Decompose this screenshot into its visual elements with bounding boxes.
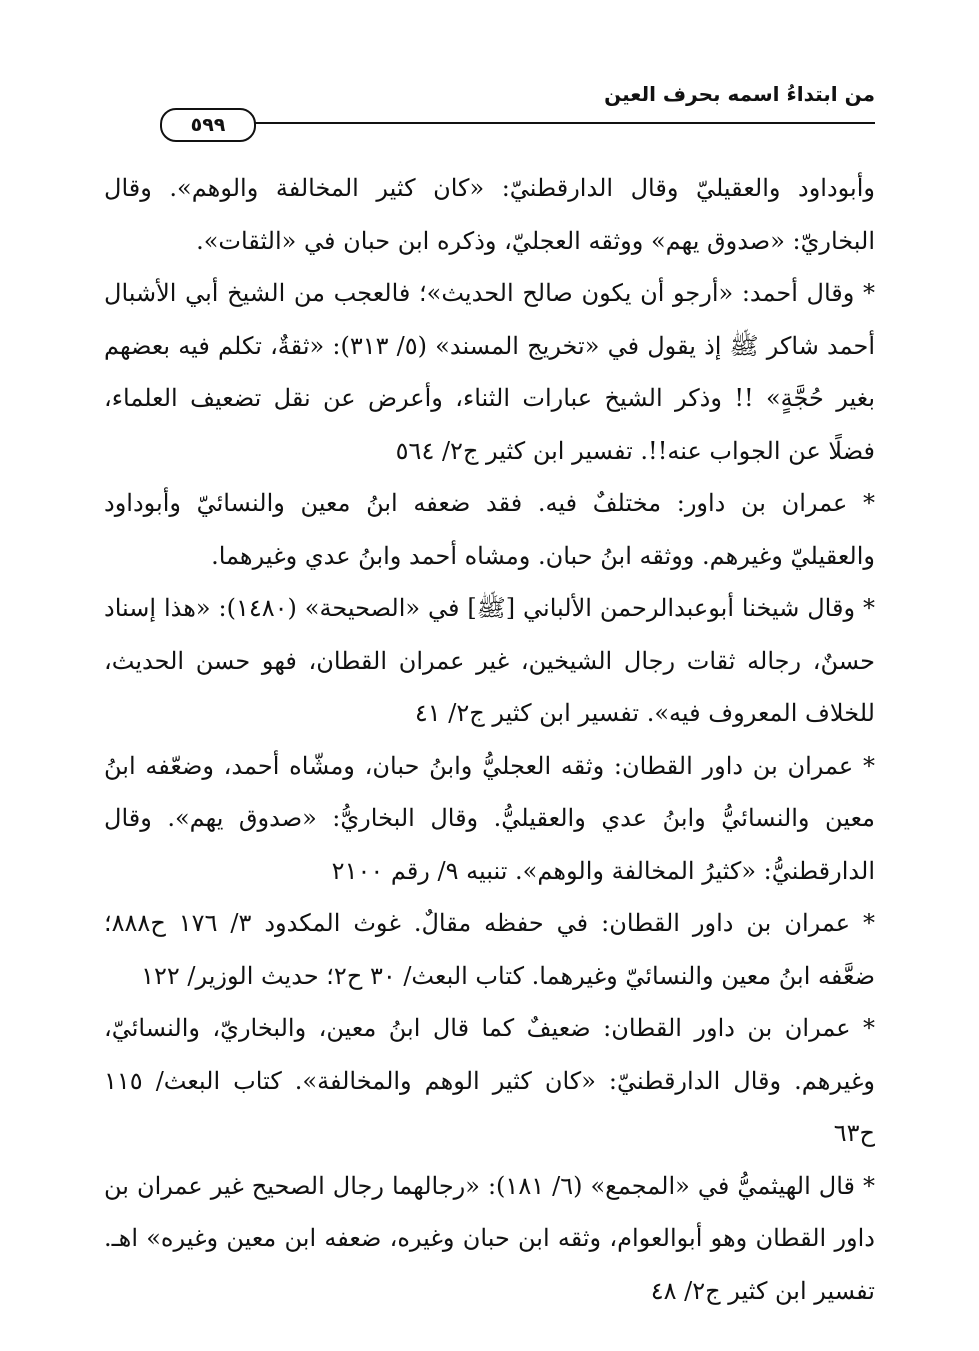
- paragraph: * عمران بن داور القطان: وثقه العجليُّ وابنُ حبان، ومشّاه أحمد، وضعّفه ابنُ معين والنسائيُّ وابنُ عدي والعقيليُّ. وقال البخاريُّ: «صدوق يهم». وقال الدارقطنيُّ: «كثيرُ المخالفة والوهم». تنبيه ٩/ رقم ٢١٠٠: [104, 751, 875, 885]
- paragraph: وأبوداود والعقيليّ وقال الدارقطنيّ: «كان كثير المخالفة والوهم». وقال البخاريّ: «صدوق يهم» ووثقه العجليّ، وذكره ابن حبان في «الثقات».: [104, 174, 875, 255]
- running-header: من ابتداءُ اسمه بحرف العين: [604, 82, 875, 106]
- header-rule: [250, 122, 875, 124]
- page-body: [104, 162, 875, 1317]
- paragraph: * عمران بن داور: مختلفٌ فيه. فقد ضعفه ابنُ معين والنسائيّ وأبوداود والعقيليّ وغيرهم. ووثقه ابنُ حبان. ومشاه أحمد وابنُ عدي وغيرهما.: [104, 489, 876, 570]
- paragraph: * وقال شيخنا أبوعبدالرحمن الألباني [ﷺ] في «الصحيحة» (١٤٨٠): «هذا إسناد حسنٌ، رجاله ثقات رجال الشيخين، غير عمران القطان، فهو حسن الحديث، للخلاف المعروف فيه». تفسير ابن كثير ج٢/ ٤١: [104, 594, 875, 727]
- paragraph: * عمران بن داور القطان: في حفظه مقالٌ. غوث المكدود ٣/ ١٧٦ ح٨٨٨؛ ضعَّفه ابنُ معين والنسائيّ وغيرهما. كتاب البعث/ ٣٠ ح٢؛ حديث الوزير/ ١٢٢: [104, 909, 876, 990]
- paragraph: * قال الهيثميُّ في «المجمع» (٦/ ١٨١): «رجالهما رجال الصحيح غير عمران بن داور القطان وهو أبوالعوام، وثقه ابن حبان وغيره، ضعفه ابن معين وغيره» اهـ. تفسير ابن كثير ج٢/ ٤٨: [104, 1171, 875, 1305]
- paragraph: * عمران بن داور القطان: ضعيفٌ كما قال ابنُ معين، والبخاريّ، والنسائيّ، وغيرهم. وقال الدارقطنيّ: «كان كثير الوهم والمخالفة». كتاب البعث/ ١١٥ ح٦٣: [104, 1014, 875, 1147]
- page-number: ٥٩٩: [160, 108, 256, 142]
- paragraph: * وقال أحمد: «أرجو أن يكون صالح الحديث»؛ فالعجب من الشيخ أبي الأشبال أحمد شاكر ﷺ إذ يقول في «تخريج المسند» (٥/ ٣١٣): «ثقةٌ، تكلم فيه بعضهم بغير حُجَّةٍ» !! وذكر الشيخ عبارات الثناء، وأعرض عن نقل تضعيف العلماء، فضلًا عن الجواب عنه!!. تفسير ابن كثير ج٢/ ٥٦٤: [104, 279, 876, 465]
